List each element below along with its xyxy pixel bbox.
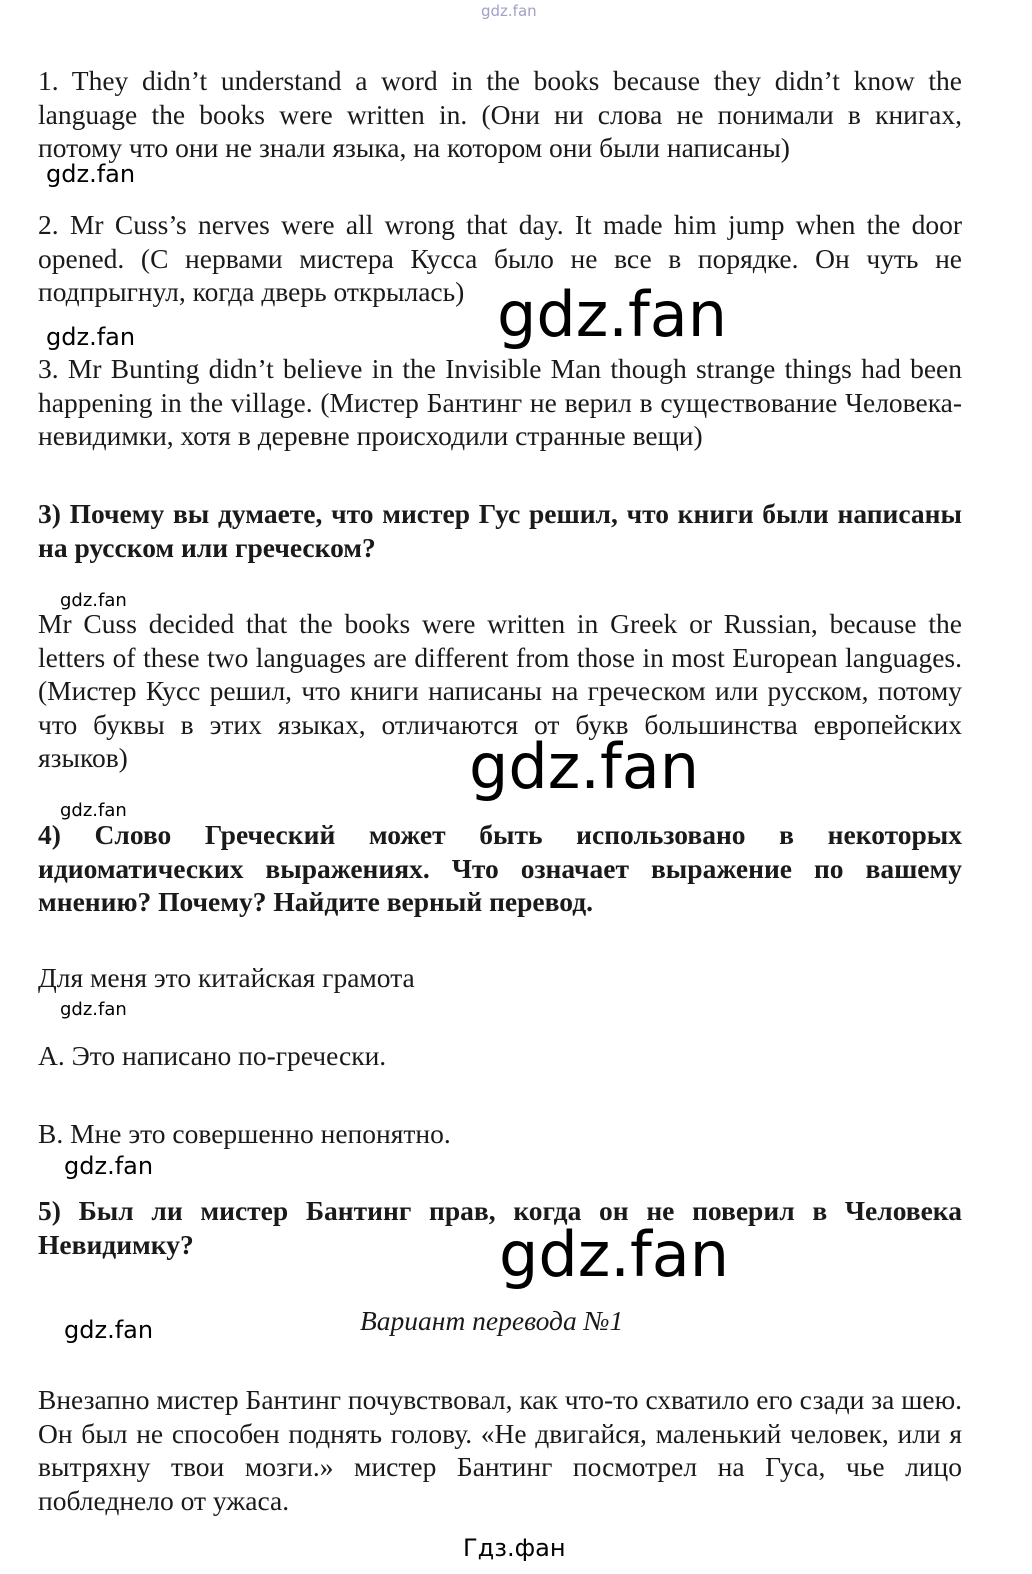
watermark-big: gdz.fan bbox=[499, 1218, 730, 1291]
answer-question-3: Mr Cuss decided that the books were written in Greek or Russian, because the letters of these two languages are different from those in most European languages. (Мистер Кусс решил, что книги написаны на греческом или русском, потому что буквы в этих языках, отличаются от букв большинства европейских языков) bbox=[38, 608, 962, 773]
watermark-footer: Гдз.фан bbox=[463, 1534, 566, 1562]
translation-text: Внезапно мистер Бантинг почувствовал, как что-то схватило его сзади за шею. Он был не способен поднять голову. «Не двигайся, маленький человек, или я вытряхну твои мозги.» мистер Бантинг посмотрел на Гуса, чье лицо побледнело от ужаса. bbox=[38, 1384, 962, 1516]
option-a: А. Это написано по-гречески. bbox=[38, 1040, 387, 1071]
watermark-small: gdz.fan bbox=[64, 1316, 154, 1344]
answer-3: 3. Mr Bunting didn’t believe in the Invisible Man though strange things had been happening in the village. (Мистер Бантинг не верил в существование Человека-невидимки, хотя в деревне происходили странные вещи) bbox=[38, 353, 962, 451]
watermark-top: gdz.fan bbox=[481, 2, 537, 20]
question-5: 5) Был ли мистер Бантинг прав, когда он не поверил в Человека Невидимку? bbox=[38, 1195, 962, 1260]
idiom-phrase: Для меня это китайская грамота bbox=[38, 962, 415, 993]
question-4: 4) Слово Греческий может быть использовано в некоторых идиоматических выражениях. Что означает выражение по вашему мнению? Почему? Найдите верный перевод. bbox=[38, 819, 962, 917]
watermark-small: gdz.fan bbox=[64, 1152, 154, 1180]
watermark-small: gdz.fan bbox=[60, 800, 127, 821]
option-b: В. Мне это совершенно непонятно. bbox=[38, 1118, 451, 1149]
answer-2: 2. Mr Cuss’s nerves were all wrong that day. It made him jump when the door opened. (С нервами мистера Кусса было не все в порядке. Он чуть не подпрыгнул, когда дверь открылась) bbox=[38, 209, 962, 307]
question-3: 3) Почему вы думаете, что мистер Гус решил, что книги были написаны на русском или греческом? bbox=[38, 498, 962, 563]
variant-heading: Вариант перевода №1 bbox=[360, 1305, 624, 1336]
watermark-small: gdz.fan bbox=[46, 160, 136, 188]
watermark-big: gdz.fan bbox=[469, 730, 700, 803]
answer-1: 1. They didn’t understand a word in the books because they didn’t know the language the books were written in. (Они ни слова не понимали в книгах, потому что они не знали языка, на котором они были написаны) bbox=[38, 65, 962, 163]
watermark-big: gdz.fan bbox=[497, 278, 728, 351]
watermark-small: gdz.fan bbox=[60, 999, 127, 1020]
watermark-small: gdz.fan bbox=[46, 323, 136, 351]
watermark-small: gdz.fan bbox=[60, 590, 127, 611]
